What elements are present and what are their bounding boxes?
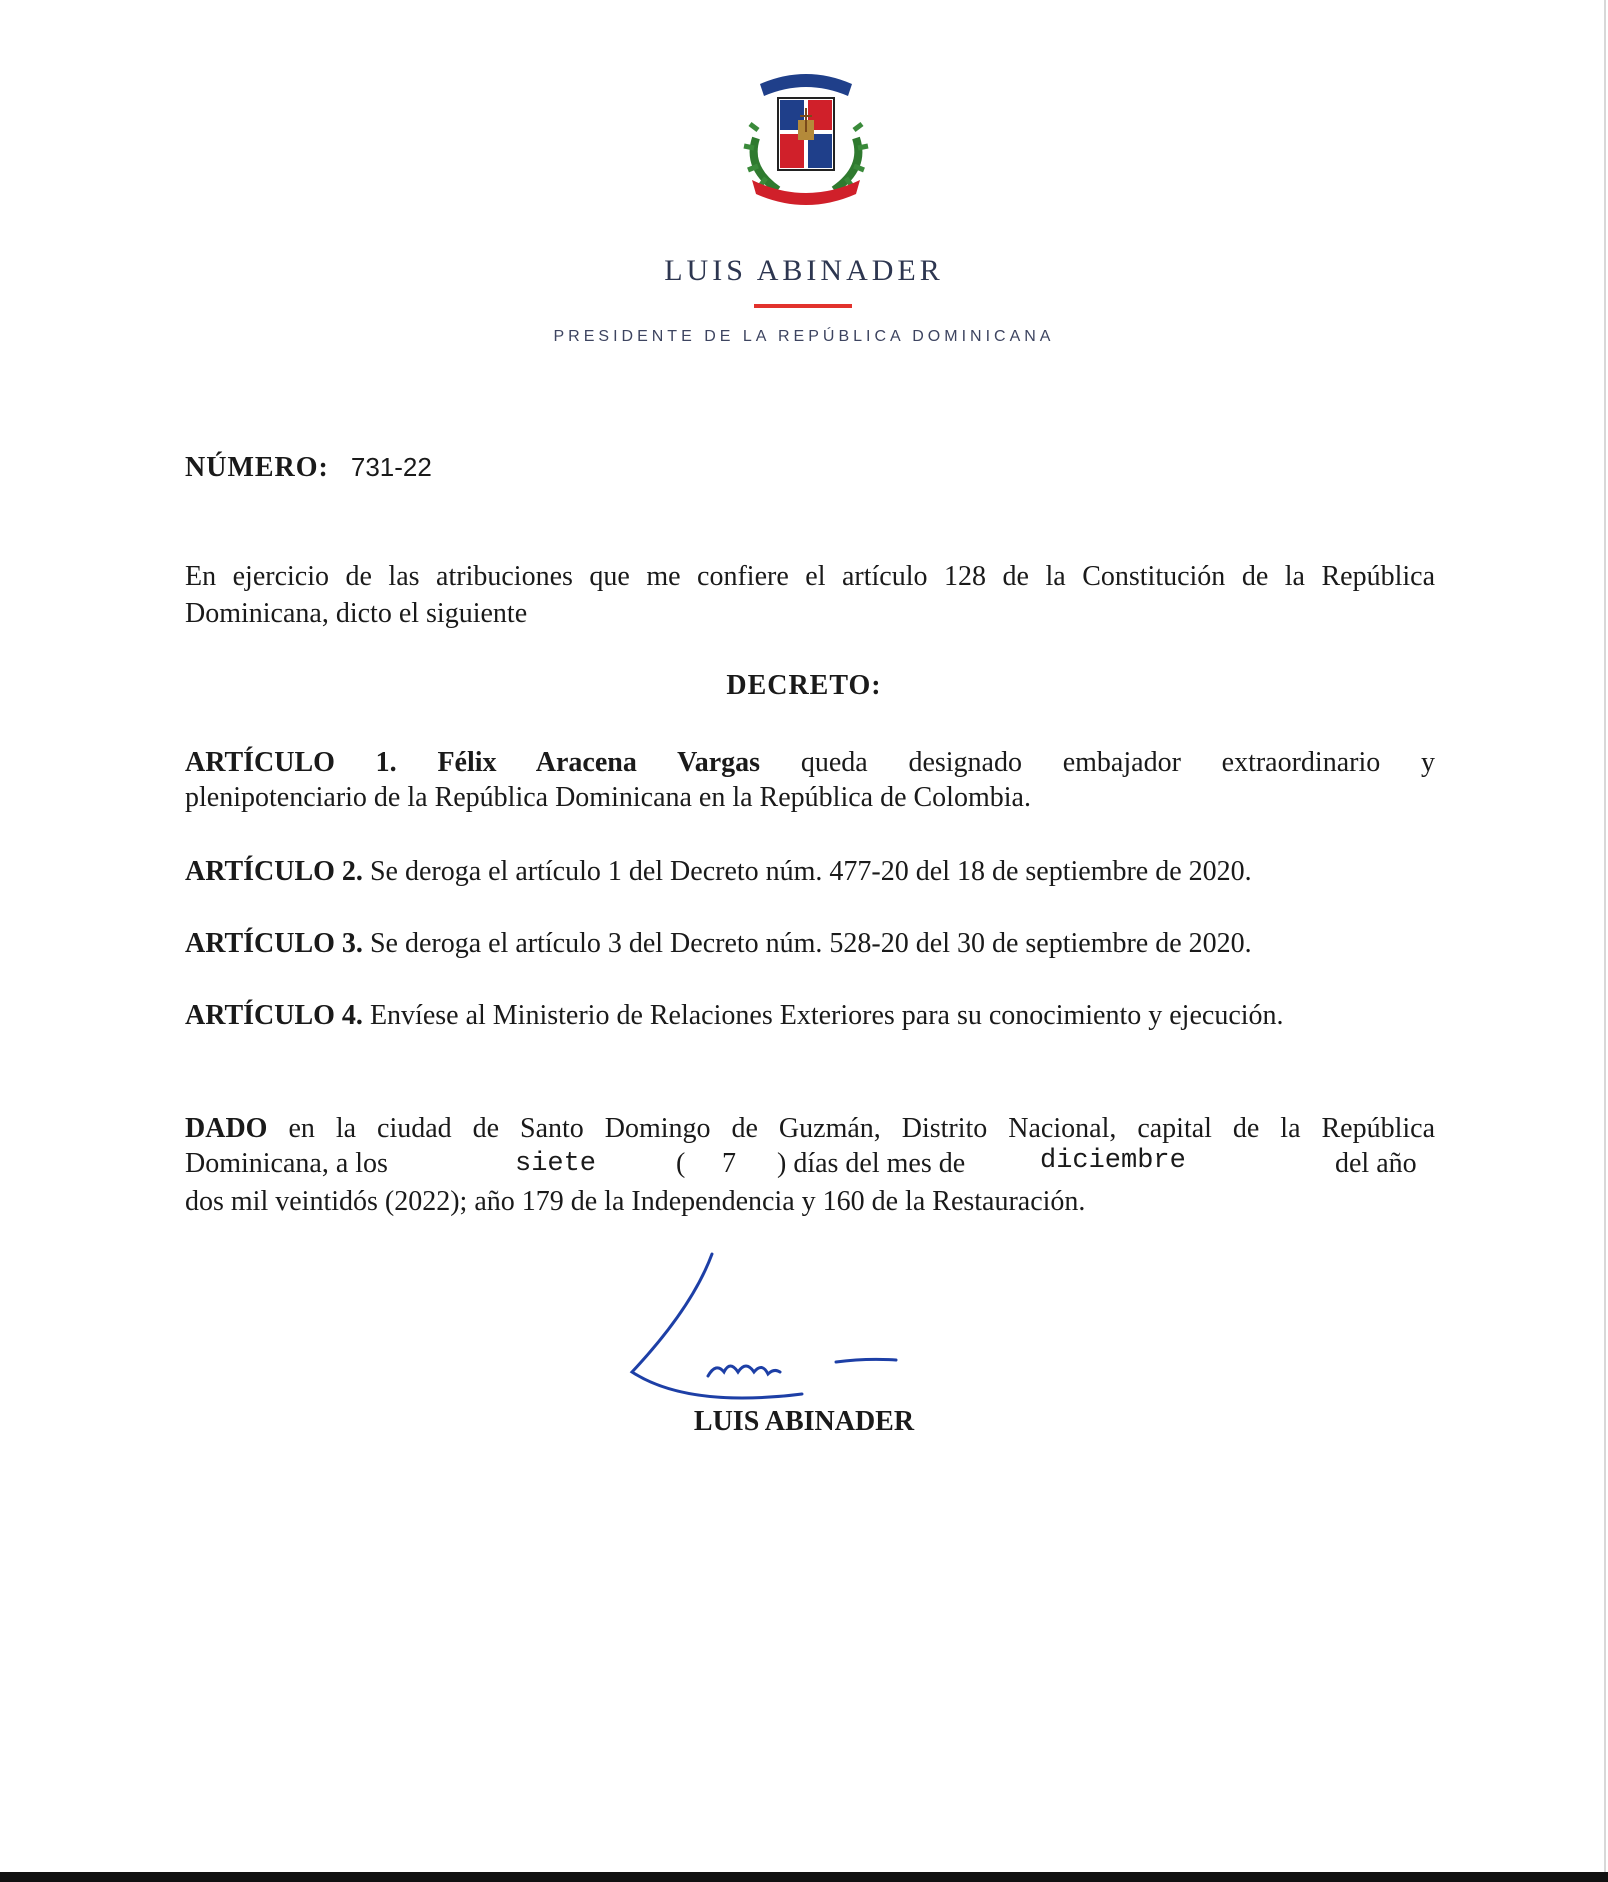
dado-month: diciembre [1040,1146,1186,1176]
article-4-text: Envíese al Ministerio de Relaciones Exteriores para su conocimiento y ejecución. [369,1000,1284,1031]
intro-line-1: En ejercicio de las atribuciones que me confiere el artículo 128 de la Constitución de la República [185,561,1435,592]
dado-paren-open: ( [676,1148,686,1179]
header-name: LUIS ABINADER [664,254,944,287]
dado-line-1 [185,1110,1435,1148]
signer-name: LUIS ABINADER [693,1406,915,1437]
decree-number [185,452,432,484]
dado-text-2b: ) días del mes de [777,1148,966,1179]
header-divider [754,304,852,308]
article-3 [185,928,1252,960]
decreto-heading: DECRETO: [726,670,882,701]
dado-text-2a: Dominicana, a los [185,1148,388,1179]
handwritten-signature [612,1248,912,1418]
article-1-text: queda designado embajador extraordinario y [800,747,1436,778]
intro-line-2: Dominicana, dicto el siguiente [185,598,528,629]
dado-text-2c: del año [1335,1148,1417,1179]
article-4 [185,1000,1284,1032]
article-2 [185,856,1252,888]
decree-number-value: 731-22 [350,452,432,482]
coat-of-arms-icon [738,68,874,208]
article-3-label: ARTÍCULO 3. [185,928,363,959]
article-1-line-1 [185,744,1435,782]
dado-text-1: en la ciudad de Santo Domingo de Guzmán, Distrito Nacional, capital de la República [288,1113,1436,1144]
dado-day-word: siete [515,1149,597,1179]
header-title: PRESIDENTE DE LA REPÚBLICA DOMINICANA [553,328,1055,345]
article-1-appointee: Félix Aracena Vargas [437,747,761,778]
article-1-label: ARTÍCULO 1. [185,747,397,778]
article-4-label: ARTÍCULO 4. [185,1000,363,1031]
decree-number-label: NÚMERO: [185,452,329,483]
dado-day-number: 7 [722,1148,736,1179]
article-1-line-2: plenipotenciario de la República Dominicana en la República de Colombia. [185,782,1031,813]
article-2-text: Se deroga el artículo 1 del Decreto núm. 477-20 del 18 de septiembre de 2020. [369,856,1252,887]
article-3-text: Se deroga el artículo 3 del Decreto núm. 528-20 del 30 de septiembre de 2020. [369,928,1252,959]
dado-label: DADO [185,1113,268,1144]
dado-line-3: dos mil veintidós (2022); año 179 de la Independencia y 160 de la Restauración. [185,1186,1086,1217]
scan-edge [0,1872,1608,1882]
article-2-label: ARTÍCULO 2. [185,856,363,887]
dado-line-2 [185,1148,1428,1186]
